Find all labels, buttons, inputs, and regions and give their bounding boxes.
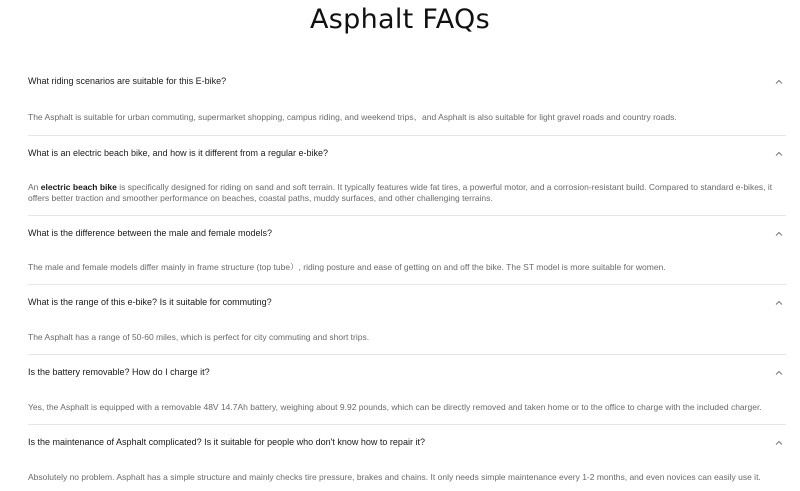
- faq-item: [28, 215, 786, 272]
- faq-item: [28, 135, 786, 203]
- faq-question-text: What is an electric beach bike, and how is it different from a regular e-bike?: [28, 148, 328, 158]
- faq-question-toggle[interactable]: [28, 285, 786, 323]
- faq-answer-text: Absolutely no problem. Asphalt has a simple structure and mainly checks tire pressure, brakes and chains. It only needs simple maintenance every 1-2 months, and even novices can easily use it.: [28, 472, 761, 482]
- faq-question-toggle[interactable]: [28, 425, 786, 463]
- chevron-up-icon[interactable]: [774, 438, 784, 448]
- page-title: Asphalt FAQs: [310, 4, 490, 35]
- faq-question-text: What is the range of this e-bike? Is it suitable for commuting?: [28, 297, 272, 307]
- faq-question-toggle[interactable]: [28, 136, 786, 174]
- faq-answer-prefix: An: [28, 182, 41, 192]
- faq-question-toggle[interactable]: [28, 355, 786, 393]
- faq-item: [28, 424, 786, 482]
- chevron-up-icon[interactable]: [774, 229, 784, 239]
- chevron-up-icon[interactable]: [774, 149, 784, 159]
- chevron-up-icon[interactable]: [774, 298, 784, 308]
- faq-item: [28, 284, 786, 342]
- faq-answer: [28, 262, 776, 273]
- faq-answer: [28, 402, 776, 413]
- faq-question-text: What riding scenarios are suitable for this E-bike?: [28, 76, 227, 86]
- faq-item: [28, 354, 786, 412]
- faq-answer-text: Yes, the Asphalt is equipped with a removable 48V 14.7Ah battery, weighing about 9.92 pounds, which can be directly removed and taken home or to the office to charge with the included charger.: [28, 402, 762, 412]
- faq-answer: [28, 182, 776, 204]
- chevron-up-icon[interactable]: [774, 77, 784, 87]
- faq-answer-text: The Asphalt is suitable for urban commuting, supermarket shopping, campus riding, and weekend trips、and Asphalt is also suitable for light gravel roads and country roads.: [28, 112, 677, 122]
- faq-question-toggle[interactable]: [28, 64, 786, 102]
- faq-question-toggle[interactable]: [28, 216, 786, 254]
- faq-answer: [28, 112, 776, 123]
- faq-question-text: What is the difference between the male and female models?: [28, 228, 272, 238]
- faq-answer-text: The Asphalt has a range of 50-60 miles, which is perfect for city commuting and short trips.: [28, 332, 370, 342]
- faq-answer: [28, 332, 776, 343]
- faq-answer-text: The male and female models differ mainly in frame structure (top tube）, riding posture and ease of getting on and off the bike. The ST model is more suitable for women.: [28, 262, 666, 272]
- faq-question-text: Is the maintenance of Asphalt complicated? Is it suitable for people who don't know how to repair it?: [28, 437, 425, 447]
- faq-answer: [28, 472, 776, 483]
- faq-question-text: Is the battery removable? How do I charge it?: [28, 367, 210, 377]
- faq-answer-bold: electric beach bike: [40, 182, 117, 192]
- faq-answer-text: is specifically designed for riding on sand and soft terrain. It typically features wide fat tires, a powerful motor, and a corrosion-resistant build. Compared to standard e-bikes, it offers better traction and smoother performance on beaches, coastal paths, muddy surfaces, and other challenging terrains.: [28, 182, 773, 203]
- chevron-up-icon[interactable]: [774, 368, 784, 378]
